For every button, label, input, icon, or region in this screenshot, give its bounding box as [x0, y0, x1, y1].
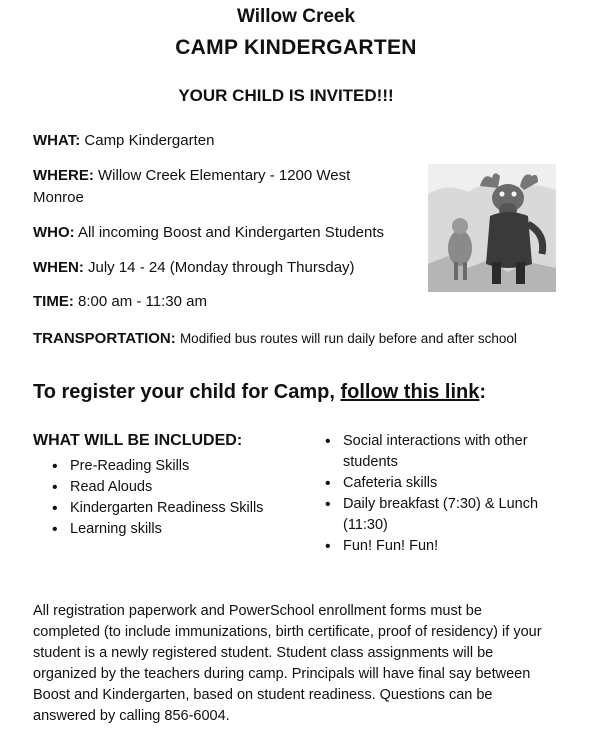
what-value: Camp Kindergarten	[84, 132, 215, 149]
list-item: • Learning skills	[52, 519, 282, 540]
time-label: TIME:	[33, 293, 74, 310]
register-prefix: To register your child for Camp,	[33, 381, 335, 403]
when-row	[33, 257, 355, 279]
register-suffix: :	[479, 381, 487, 403]
register-link[interactable]: follow this link	[340, 381, 480, 403]
who-label: WHO:	[33, 224, 75, 241]
where-label: WHERE:	[33, 167, 94, 184]
when-label: WHEN:	[33, 259, 84, 276]
page-title: CAMP KINDERGARTEN	[175, 36, 417, 59]
time-value: 8:00 am - 11:30 am	[78, 293, 207, 310]
where-value: Willow Creek Elementary - 1200 West Monroe	[33, 167, 351, 206]
transport-label: TRANSPORTATION:	[33, 330, 176, 347]
list-item: • Fun! Fun! Fun!	[325, 536, 555, 557]
list-item: • Kindergarten Readiness Skills	[52, 498, 282, 519]
where-row	[33, 165, 403, 209]
list-item: • Cafeteria skills	[325, 473, 555, 494]
time-row	[33, 291, 207, 313]
included-heading: WHAT WILL BE INCLUDED:	[33, 432, 243, 449]
list-item: • Social interactions with other students	[325, 431, 555, 473]
transport-value: Modified bus routes will run daily before and after school	[179, 331, 517, 346]
when-value: July 14 - 24 (Monday through Thursday)	[88, 259, 355, 276]
school-name: Willow Creek	[236, 6, 356, 27]
what-label: WHAT:	[33, 132, 81, 149]
what-row	[33, 130, 214, 152]
register-line	[33, 381, 486, 404]
transport-row	[33, 328, 523, 350]
included-list-right	[325, 431, 555, 557]
invite-heading: YOUR CHILD IS INVITED!!!	[178, 86, 394, 105]
registration-info-paragraph: All registration paperwork and PowerSchool enrollment forms must be completed (to include immunizations, birth certificate, proof of residency) if your student is a newly registered student. Student class assignments will be organized by the teachers during camp. Principals will have final say between Boost and Kindergarten, based on student readiness. Questions can be answered by calling 856-6004.	[33, 603, 542, 724]
who-value: All incoming Boost and Kindergarten Students	[78, 224, 385, 241]
who-row	[33, 222, 384, 244]
moose-illustration	[428, 164, 556, 292]
included-list-left	[52, 456, 282, 540]
list-item: • Read Alouds	[52, 477, 282, 498]
list-item: • Pre-Reading Skills	[52, 456, 282, 477]
list-item: • Daily breakfast (7:30) & Lunch (11:30)	[325, 494, 555, 536]
